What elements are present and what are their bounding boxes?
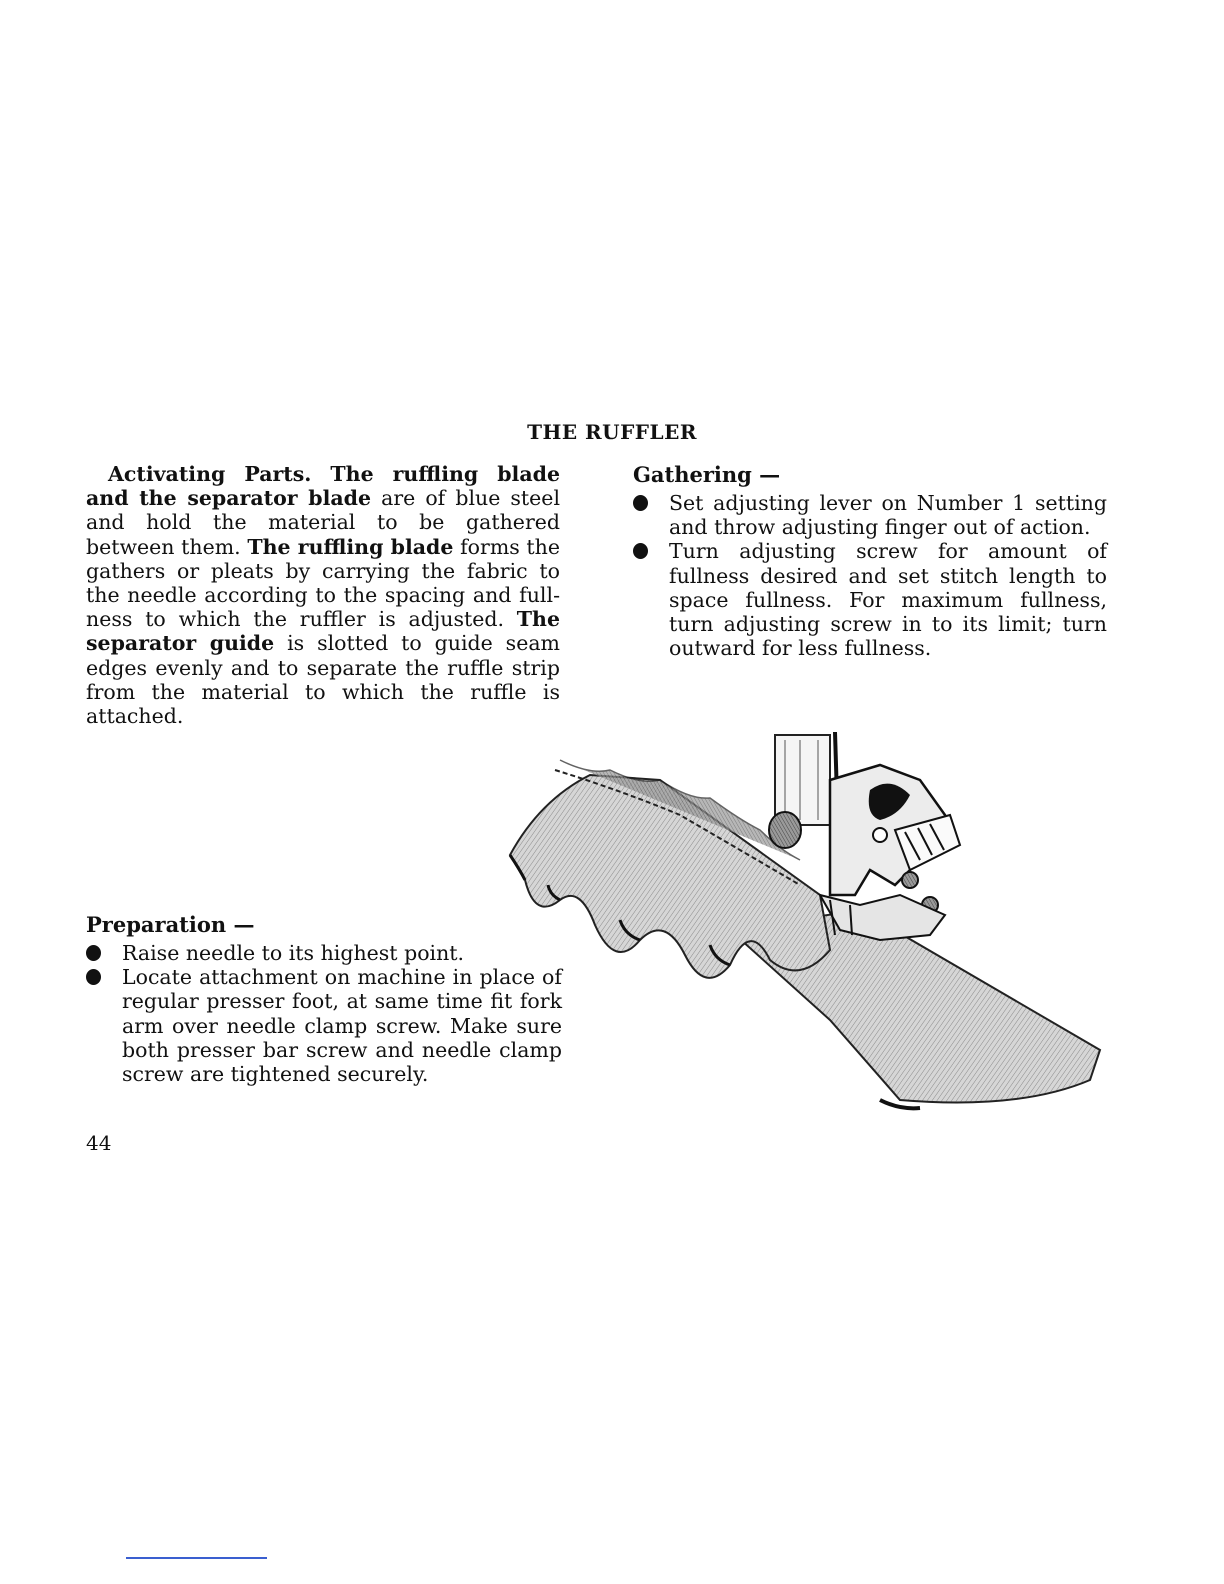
page-title: THE RUFFLER [527, 420, 697, 444]
intro-text-1: are of blue steel and hold the material to be gathered between them. [86, 486, 560, 559]
intro-lead-bold: Activating Parts. The ruffling blade and the separator blade [86, 462, 560, 511]
gathering-list [633, 491, 1107, 660]
bullet-icon [86, 945, 101, 961]
preparation-list [86, 941, 562, 1086]
list-item [86, 965, 562, 1086]
gathering-section [633, 462, 1107, 660]
gathering-heading: Gathering — [633, 462, 781, 487]
preparation-heading: Preparation — [86, 912, 255, 937]
bottom-rule [126, 1557, 267, 1559]
bullet-icon [86, 969, 101, 985]
preparation-item-text: Locate attachment on machine in place of regular presser foot, at same time fit fork arm over needle clamp screw. Make sure both presser bar screw and needle clamp screw are tightened securely. [122, 965, 562, 1087]
intro-paragraph [86, 462, 560, 728]
gathering-item-text: Set adjusting lever on Number 1 setting and throw adjusting finger out of action. [669, 491, 1107, 540]
intro-text-2: forms the gathers or pleats by carrying the fabric to the needle according to the spacing and fullness to which the ruffler is adjusted. [86, 534, 560, 632]
page-number: 44 [86, 1131, 112, 1155]
bullet-icon [633, 495, 648, 511]
intro-text-3: is slotted to guide seam edges evenly and to separate the ruffle strip from the material to which the ruffle is attached. [86, 631, 560, 729]
gathering-item-text: Turn adjusting screw for amount of fullness desired and set stitch length to space fullness. For maximum fullness, turn adjusting screw in to its limit; turn outward for less fullness. [669, 539, 1107, 661]
list-item [633, 539, 1107, 660]
ruffler-illustration [500, 720, 1120, 1120]
list-item [633, 491, 1107, 539]
preparation-item-text: Raise needle to its highest point. [122, 941, 465, 965]
preparation-section [86, 912, 562, 1086]
list-item [86, 941, 562, 965]
intro-bold-separator-guide: The separator guide [86, 607, 560, 656]
intro-bold-ruffling-blade: The ruffling blade [247, 534, 454, 559]
bullet-icon [633, 543, 648, 559]
